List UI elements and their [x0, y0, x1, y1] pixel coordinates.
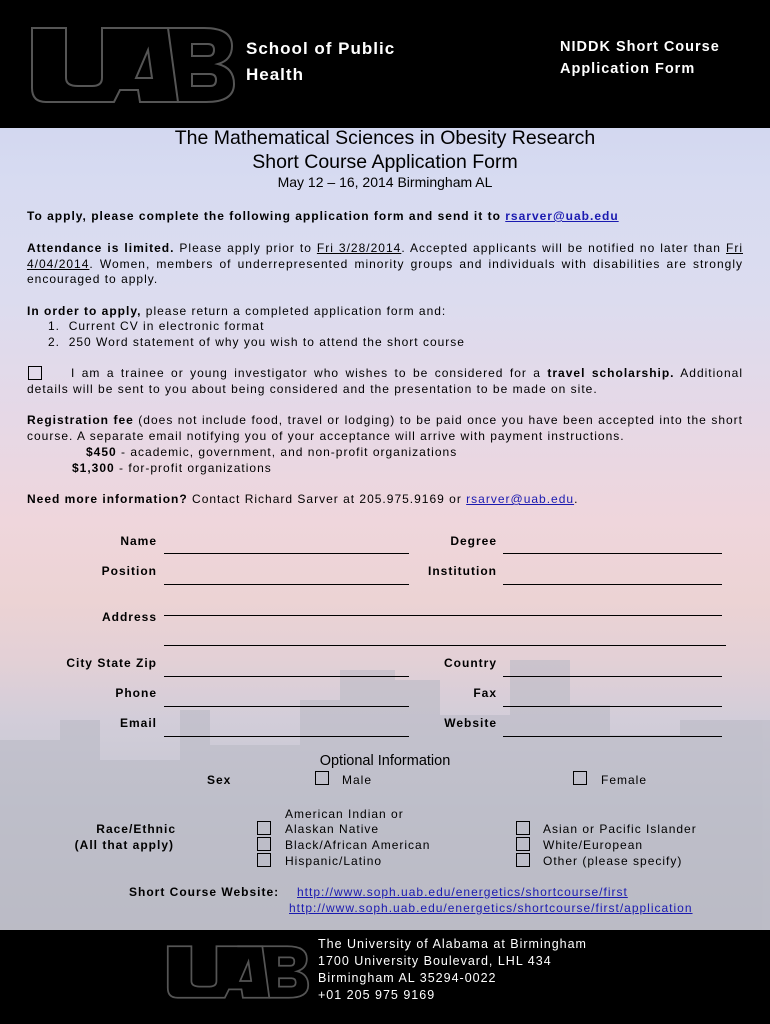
race-sublabel: (All that apply) [74, 838, 174, 852]
fee-paragraph [27, 413, 743, 444]
apply-instructions [27, 209, 743, 225]
apply-deadline: Fri 3/28/2014 [316, 241, 402, 255]
info-text: Contact Richard Sarver at 205.975.9169 or [187, 492, 467, 506]
asian-label: Asian or Pacific Islander [543, 822, 697, 836]
american-indian-checkbox[interactable] [257, 821, 271, 835]
phone-label: Phone [115, 686, 157, 700]
fee-academic-amount: $450 [86, 445, 117, 459]
school-name [246, 36, 395, 88]
website-field[interactable] [503, 736, 722, 737]
fee-academic [86, 445, 686, 461]
american-indian-label-line2: Alaskan Native [285, 822, 380, 836]
info-paragraph [27, 492, 743, 508]
footer-line4: +01 205 975 9169 [318, 988, 436, 1002]
form-name-line2: Application Form [560, 61, 696, 77]
order-item-1-text: Current CV in electronic format [68, 319, 265, 333]
fee-text: (does not include food, travel or lodging) to be paid once you have been accepted into the short course. A separate email notifying you of your acceptance will arrive with payment instructions. [27, 413, 743, 443]
fax-label: Fax [473, 686, 497, 700]
name-label: Name [120, 534, 157, 548]
hispanic-label: Hispanic/Latino [285, 854, 383, 868]
course-dates: May 12 – 16, 2014 Birmingham AL [277, 174, 493, 190]
footer-line2: 1700 University Boulevard, LHL 434 [318, 954, 552, 968]
position-label: Position [101, 564, 157, 578]
attendance-text-1: Please apply prior to [174, 241, 317, 255]
uab-footer-logo [165, 942, 311, 1002]
attendance-paragraph [27, 241, 743, 288]
email-label: Email [119, 716, 157, 730]
sex-label: Sex [207, 773, 232, 787]
black-label: Black/African American [285, 838, 431, 852]
female-checkbox[interactable] [573, 771, 587, 785]
address-label: Address [101, 610, 157, 624]
page-title-line1: The Mathematical Sciences in Obesity Research [174, 127, 596, 149]
other-checkbox[interactable] [516, 853, 530, 867]
school-name-line1: School of Public [246, 39, 396, 58]
application-website-link[interactable]: http://www.soph.uab.edu/energetics/shortcourse/first/application [289, 901, 693, 915]
attendance-text-2: . Accepted applicants will be notified no later than [401, 241, 726, 255]
course-website-link[interactable]: http://www.soph.uab.edu/energetics/shortcourse/first [297, 885, 628, 899]
order-item-2-text: 250 Word statement of why you wish to attend the short course [68, 335, 465, 349]
school-name-line2: Health [246, 65, 304, 84]
optional-heading: Optional Information [319, 753, 451, 769]
phone-field[interactable] [164, 706, 409, 707]
header-bar [0, 0, 770, 128]
degree-label: Degree [450, 534, 497, 548]
footer-address [318, 936, 587, 1004]
male-label: Male [342, 773, 373, 787]
name-field[interactable] [164, 553, 409, 554]
attendance-text-3: . Women, members of underrepresented minority groups and individuals with disabilities are strongly encouraged to apply. [27, 256, 743, 287]
other-label: Other (please specify) [543, 854, 683, 868]
white-checkbox[interactable] [516, 837, 530, 851]
apply-text: To apply, please complete the following application form and send it to [27, 209, 506, 223]
asian-checkbox[interactable] [516, 821, 530, 835]
travel-paragraph [27, 366, 743, 397]
website-label: Website [444, 716, 497, 730]
american-indian-label-line1: American Indian or [285, 807, 404, 821]
address-field-line2[interactable] [164, 645, 726, 646]
info-end: . [574, 492, 579, 506]
male-checkbox[interactable] [315, 771, 329, 785]
position-field[interactable] [164, 584, 409, 585]
info-lead: Need more information? [27, 492, 188, 506]
fee-lead: Registration fee [27, 413, 134, 427]
footer-line3: Birmingham AL 35294-0022 [318, 971, 497, 985]
fee-forprofit-desc: - for-profit organizations [114, 461, 272, 475]
race-label: Race/Ethnic [96, 822, 176, 836]
institution-label: Institution [428, 564, 497, 578]
notify-date: Fri 4/04/2014 [27, 241, 743, 271]
fee-academic-desc: - academic, government, and non-profit organizations [116, 445, 458, 459]
order-item-1: 1. Current CV in electronic format [48, 319, 265, 333]
form-name-line1: NIDDK Short Course [560, 39, 720, 55]
fax-field[interactable] [503, 706, 722, 707]
order-text: please return a completed application form and: [141, 304, 447, 318]
country-label: Country [444, 656, 497, 670]
course-website-label: Short Course Website: [129, 885, 280, 899]
email-field[interactable] [164, 736, 409, 737]
hispanic-checkbox[interactable] [257, 853, 271, 867]
travel-scholarship-label: travel scholarship. [547, 366, 675, 380]
uab-logo [28, 22, 238, 108]
fee-forprofit [72, 461, 672, 477]
address-field-line1[interactable] [164, 615, 722, 616]
travel-text-2: Additional details will be sent to you about being considered and the presentation to be made on site. [27, 366, 743, 396]
fee-forprofit-amount: $1,300 [72, 461, 115, 475]
form-name [560, 36, 720, 80]
apply-email-link[interactable]: rsarver@uab.edu [505, 209, 619, 223]
institution-field[interactable] [503, 584, 722, 585]
country-field[interactable] [503, 676, 722, 677]
order-item-2: 2. 250 Word statement of why you wish to attend the short course [48, 335, 465, 349]
white-label: White/European [543, 838, 644, 852]
attendance-lead: Attendance is limited. [27, 241, 175, 255]
city-state-zip-field[interactable] [164, 676, 409, 677]
info-email-link[interactable]: rsarver@uab.edu [466, 492, 575, 506]
degree-field[interactable] [503, 553, 722, 554]
order-paragraph [27, 304, 743, 320]
order-lead: In order to apply, [27, 304, 142, 318]
travel-text-1: I am a trainee or young investigator who wishes to be considered for a [71, 366, 548, 380]
black-checkbox[interactable] [257, 837, 271, 851]
female-label: Female [601, 773, 648, 787]
footer-line1: The University of Alabama at Birmingham [318, 937, 587, 951]
page-title-line2: Short Course Application Form [252, 151, 518, 173]
city-state-zip-label: City State Zip [66, 656, 157, 670]
